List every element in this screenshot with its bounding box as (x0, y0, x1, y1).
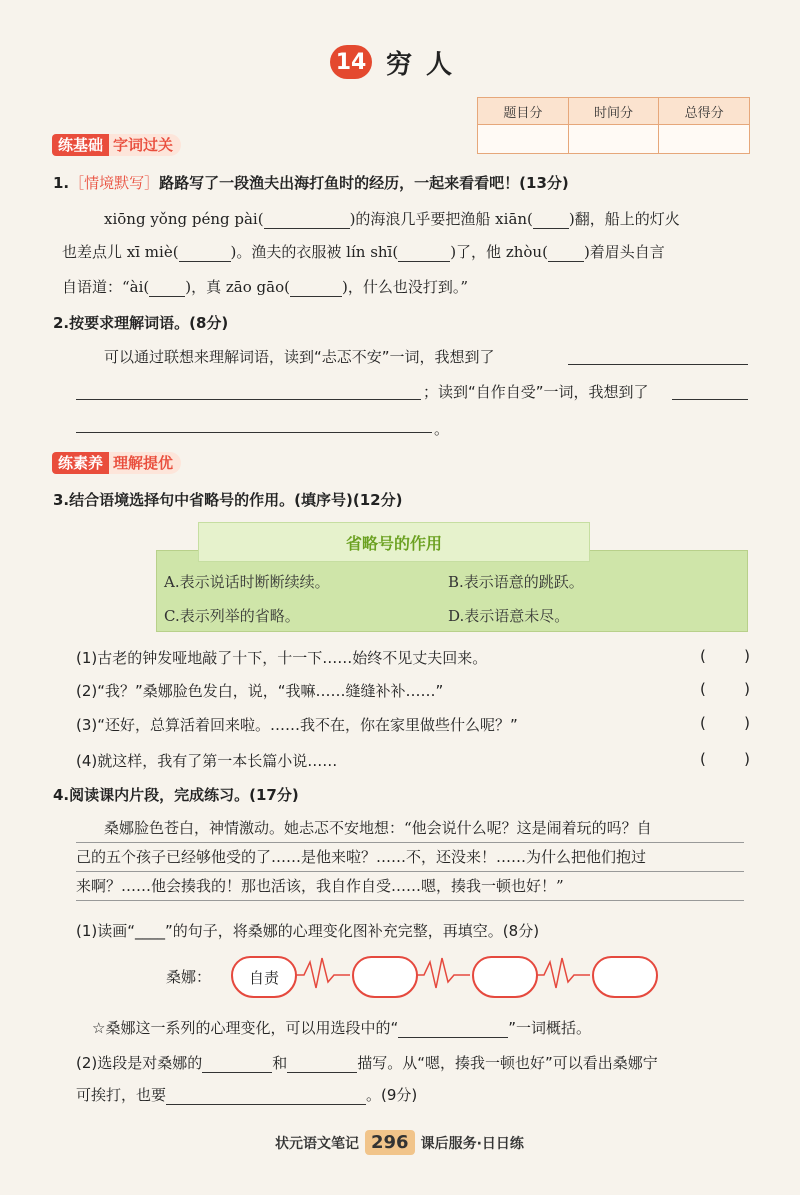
passage-line: 桑娜脸色苍白，神情激动。她忐忑不安地想：“他会说什么呢？这是闹着玩的吗？自 (76, 814, 744, 843)
q4-sub-2: (2)选段是对桑娜的 和 描写。从“嗯，揍我一顿也好”可以看出桑娜宁 (76, 1054, 658, 1072)
section-badge-basics (52, 133, 181, 157)
section-badge-subtitle: 字词过关 (109, 134, 181, 156)
blank-ai[interactable] (149, 296, 185, 297)
question-2-title: 2.按要求理解词语。(8分) (53, 314, 229, 332)
q3-answer-1[interactable]: ( ) (700, 647, 750, 665)
heart-node-4[interactable] (592, 956, 658, 998)
option-d: D.表示语意未尽。 (448, 607, 570, 625)
option-a: A.表示说话时断断续续。 (164, 573, 330, 591)
heart-node-1: 自责 (231, 956, 297, 998)
blank-description-2[interactable] (287, 1072, 357, 1073)
score-table (477, 97, 750, 154)
q2-end-mark: 。 (434, 420, 450, 438)
q2-line-1: 可以通过联想来理解词语，读到“忐忑不安”一词，我想到了 (104, 348, 495, 366)
q3-answer-4[interactable]: ( ) (700, 750, 750, 768)
section-badge-literacy (52, 451, 181, 475)
q2-answer-line-1[interactable] (568, 364, 748, 365)
q4-sub-2-line-2: 可挨打，也要 。(9分) (76, 1086, 418, 1104)
q3-item-4: (4)就这样，我有了第一本长篇小说…… (76, 752, 338, 770)
page-number: 296 (365, 1130, 415, 1155)
score-col-total: 总得分 (659, 98, 750, 125)
question-tag: ［情境默写］ (69, 174, 160, 192)
score-col-question: 题目分 (478, 98, 569, 125)
option-c: C.表示列举的省略。 (164, 607, 300, 625)
blank-reason[interactable] (166, 1104, 366, 1105)
ellipsis-function-box-title: 省略号的作用 (198, 522, 590, 562)
q4-star-line: ☆桑娜这一系列的心理变化，可以用选段中的“ ”一词概括。 (92, 1019, 592, 1037)
blank-zhou[interactable] (548, 261, 584, 262)
option-b: B.表示语意的跳跃。 (448, 573, 584, 591)
blank-summary-word[interactable] (398, 1037, 508, 1038)
blank-xian[interactable] (533, 228, 569, 229)
question-1-title: 1.［情境默写］路路写了一段渔夫出海打鱼时的经历，一起来看看吧！(13分) (53, 174, 569, 192)
question-4-title: 4.阅读课内片段，完成练习。(17分) (53, 786, 299, 804)
q1-line-2: 也差点儿 xī miè( )。渔夫的衣服被 lín shī( )了，他 zhòu( )着眉头自言 (62, 243, 665, 261)
q3-answer-2[interactable]: ( ) (700, 680, 750, 698)
score-input-question[interactable] (478, 125, 569, 154)
q4-sub-1: (1)读画“____”的句子，将桑娜的心理变化图补充完整，再填空。(8分) (76, 922, 540, 940)
section-badge-label: 练素养 (52, 452, 109, 474)
section-badge-label: 练基础 (52, 134, 109, 156)
question-3-title: 3.结合语境选择句中省略号的作用。(填序号)(12分) (53, 491, 403, 509)
score-input-total[interactable] (659, 125, 750, 154)
blank-xiong-yong-peng-pai[interactable] (264, 228, 350, 229)
footer-series-title: 课后服务·日日练 (420, 1135, 524, 1152)
footer-book-title: 状元语文笔记 (275, 1135, 359, 1152)
section-badge-subtitle: 理解提优 (109, 452, 181, 474)
heart-node-3[interactable] (472, 956, 538, 998)
diagram-label: 桑娜： (166, 968, 212, 986)
q2-answer-line-3[interactable] (672, 399, 748, 400)
q2-line-2: ；读到“自作自受”一词，我想到了 (423, 383, 649, 401)
page-footer (275, 1130, 524, 1155)
q2-answer-line-4[interactable] (76, 432, 432, 433)
lesson-number-badge: 14 (330, 45, 372, 79)
q1-line-1: xiōng yǒng péng pài( )的海浪几乎要把渔船 xiān( )翻，船上的灯火 (104, 210, 680, 228)
passage-line: 己的五个孩子已经够他受的了……是他来啦？……不，还没来！……为什么把他们抱过 (76, 843, 744, 872)
lesson-title-block (330, 42, 466, 82)
q3-item-1: (1)古老的钟发哑地敲了十下，十一下……始终不见丈夫回来。 (76, 649, 488, 667)
blank-zao-gao[interactable] (290, 296, 342, 297)
passage-line: 来啊？……他会揍我的！那也活该，我自作自受……嗯，揍我一顿也好！” (76, 872, 744, 901)
q2-answer-line-2[interactable] (76, 399, 421, 400)
blank-xi-mie[interactable] (179, 261, 231, 262)
q1-line-3: 自语道：“ài( )，真 zāo gāo( )，什么也没打到。” (62, 278, 468, 296)
score-input-time[interactable] (568, 125, 659, 154)
blank-description-1[interactable] (202, 1072, 272, 1073)
blank-lin-shi[interactable] (398, 261, 450, 262)
heart-node-2[interactable] (352, 956, 418, 998)
reading-passage (76, 814, 744, 901)
q3-item-3: (3)“还好，总算活着回来啦。……我不在，你在家里做些什么呢？” (76, 716, 518, 734)
q3-item-2: (2)“我？”桑娜脸色发白，说，“我嘛……缝缝补补……” (76, 682, 444, 700)
lesson-title: 穷人 (386, 49, 467, 80)
q3-answer-3[interactable]: ( ) (700, 714, 750, 732)
score-col-time: 时间分 (568, 98, 659, 125)
